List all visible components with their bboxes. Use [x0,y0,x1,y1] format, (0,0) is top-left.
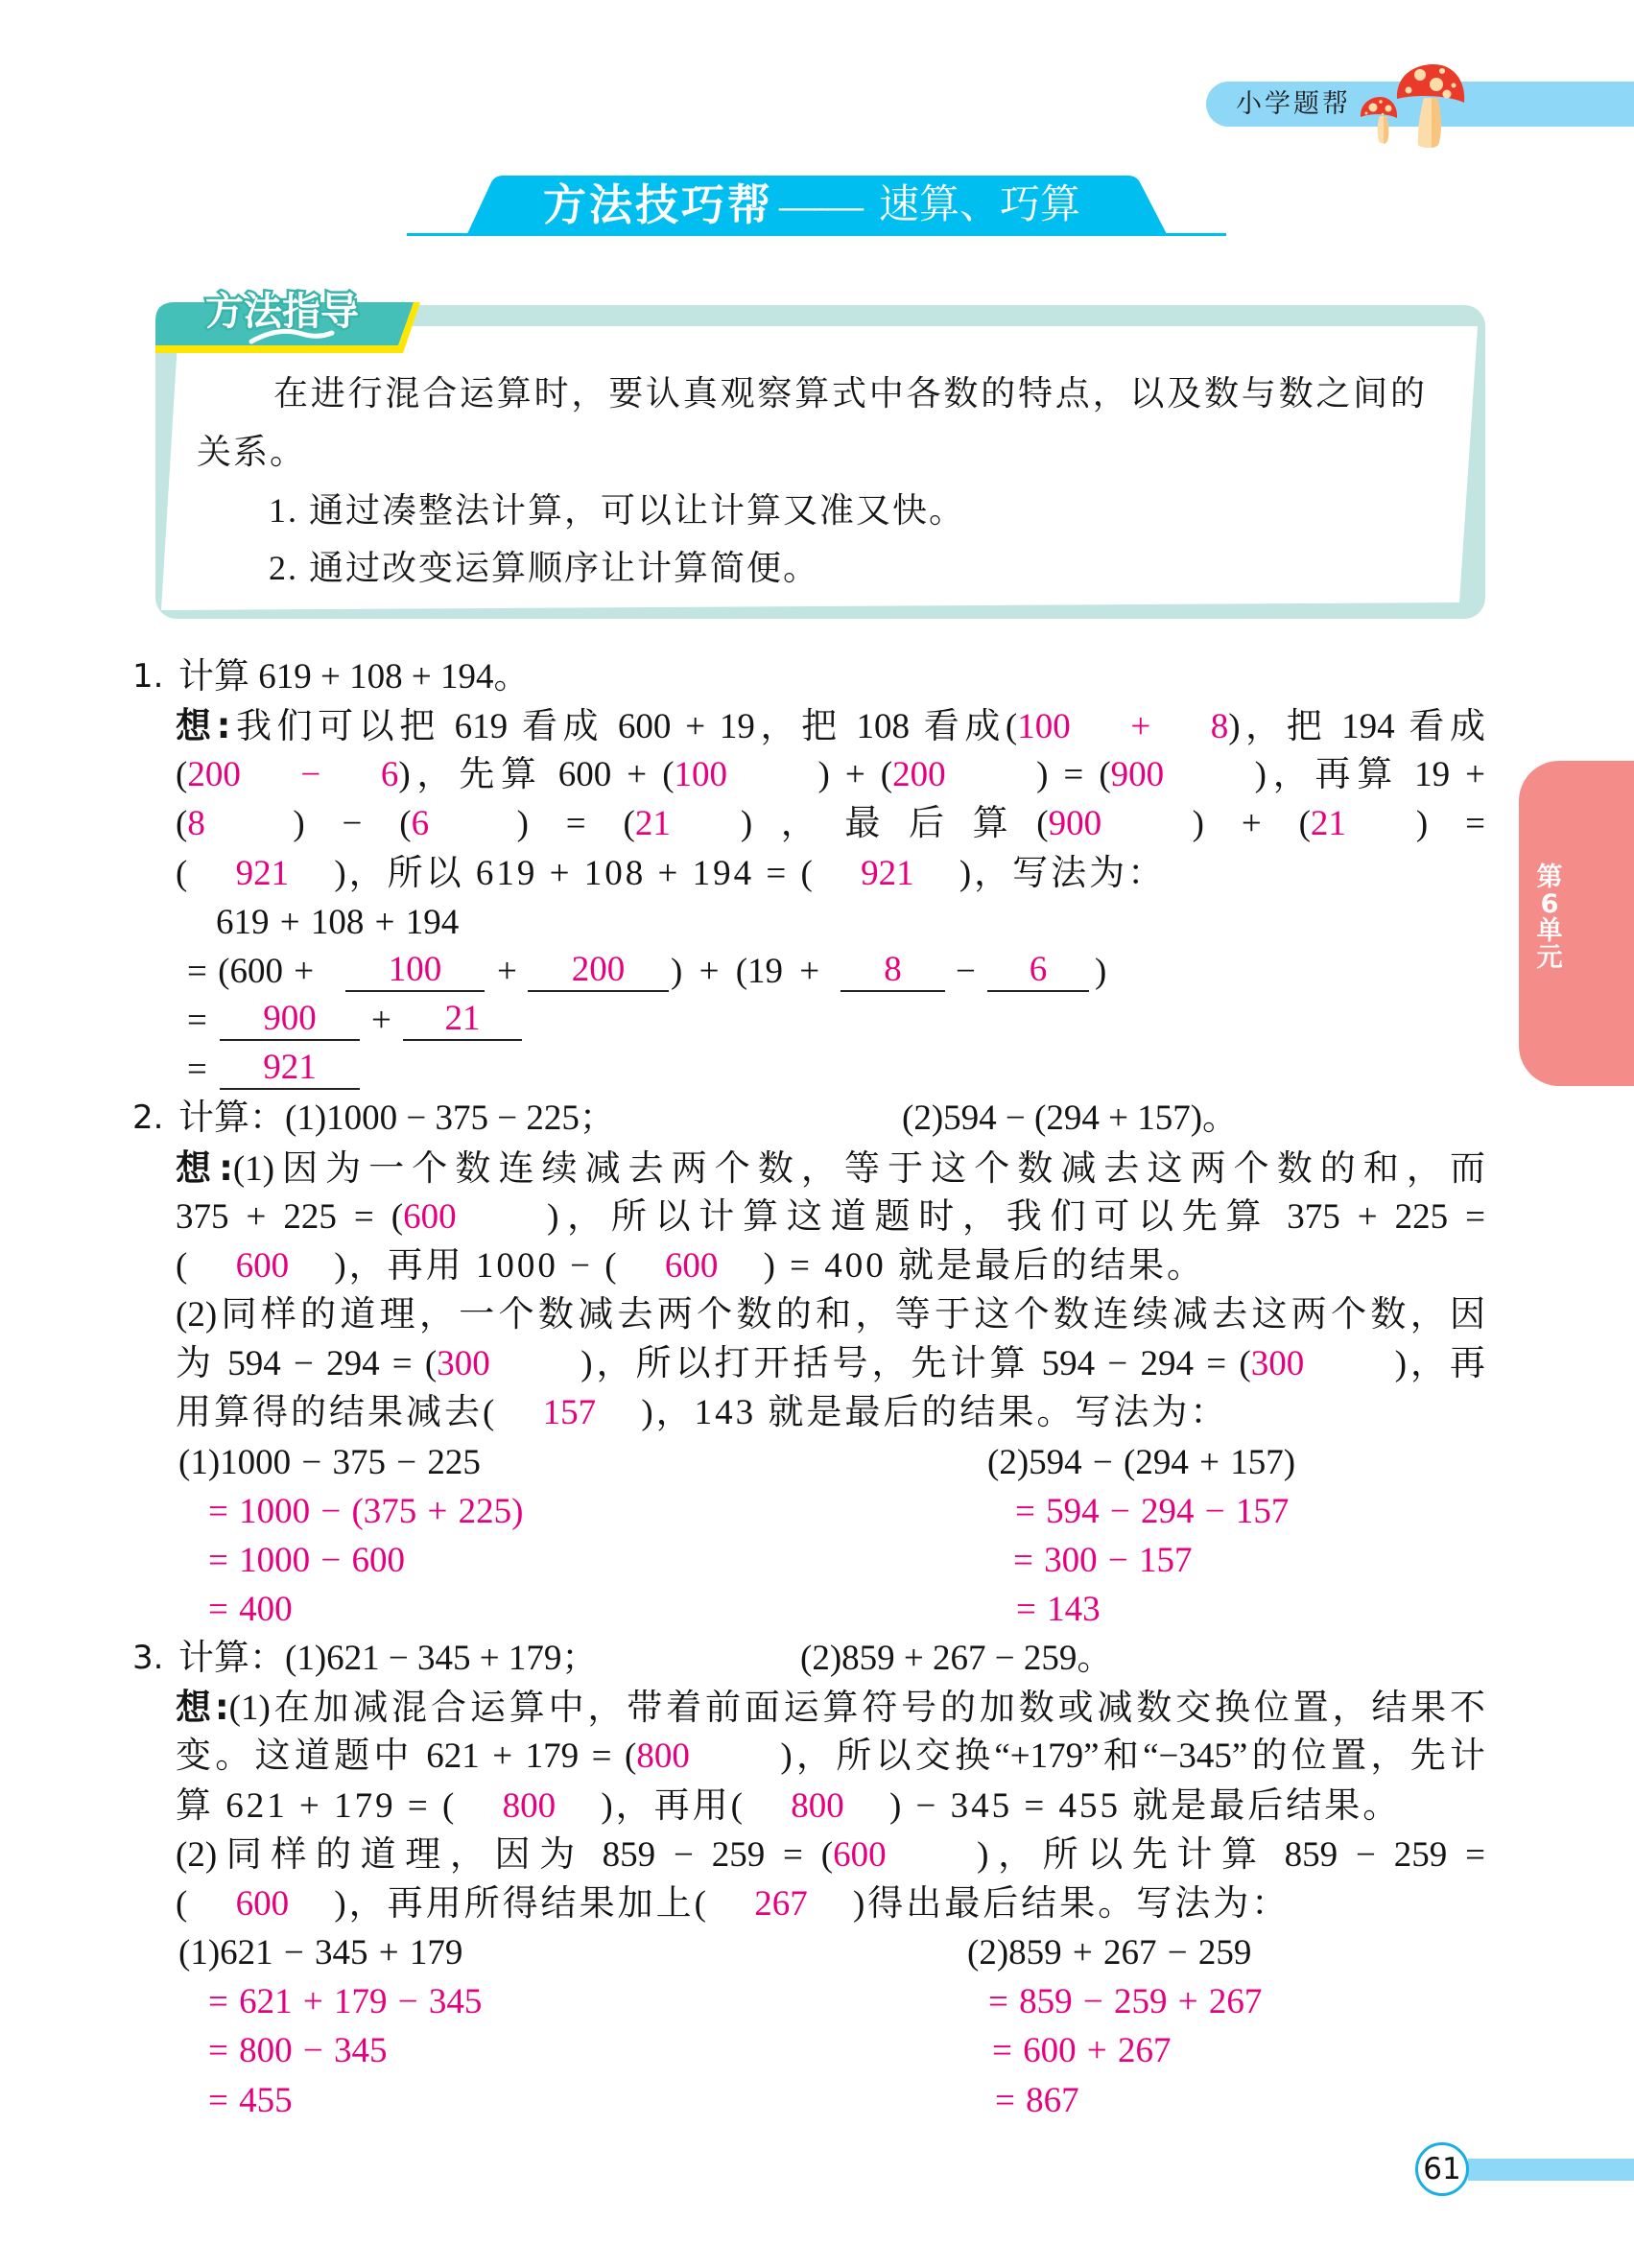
answer-value: 800 [502,1785,557,1826]
think-label: 想: [176,1146,233,1189]
working-right-expression: (2)859 + 267 − 259 [967,1933,1252,1973]
think-text [176,1879,1485,1928]
think-line [0,1290,1634,1339]
working-step [0,996,1634,1045]
answer-value: 800 [636,1736,690,1777]
answer-value: 900 [1048,804,1102,844]
answer-value: 921 [861,853,914,893]
text-segment: 用算得的结果减去( [176,1393,498,1433]
page-number: 61 [1415,2142,1469,2196]
answer-value: 600 [235,1245,290,1286]
working-step [0,1977,1634,2026]
step-text: = (600 + [187,951,315,991]
think-line [0,1831,1634,1879]
think-text [176,1831,1485,1879]
text-segment: )，所以计算这道题时，我们可以先算 375 + 225 = [547,1196,1485,1237]
working-left-step: = 1000 − (375 + 225) [208,1491,524,1531]
unit-tab-char: 第 [1536,862,1563,892]
text-segment: )，再用所得结果加上( [334,1883,709,1924]
text-segment: )，最后算( [740,804,1049,844]
answer-value: 100 [674,755,728,795]
think-text [176,1388,1485,1437]
working-heads [0,1438,1634,1487]
text-segment: ) − 345 = 455 就是最后结果。 [888,1785,1402,1826]
text-segment: )，143 就是最后的结果。写法为： [641,1393,1229,1433]
answer-value: 900 [1110,755,1165,795]
problem-prompt-part-2: (2)859 + 267 − 259。 [800,1639,1113,1679]
text-segment: 算 621 + 179 = ( [176,1785,458,1826]
method-guide-tag [144,278,422,360]
step-operator: − [956,951,976,991]
text-segment: ( [176,1245,191,1286]
text-segment: (1)因为一个数连续减去两个数，等于这个数减去这两个数的和，而 [232,1148,1485,1189]
guide-tip: 1. 通过凑整法计算，可以让计算又准又快。 [269,491,966,530]
series-label: 小学题帮 [1236,89,1351,119]
guide-intro-line-end: 关系。 [197,433,307,471]
think-text [176,1782,1485,1831]
answer-value: 600 [403,1196,457,1237]
problem-2-header [0,1094,1634,1143]
method-guide-tag-label: 方法指导 [205,290,359,334]
mushroom-icon [1353,53,1478,149]
working-right-step: = 143 [1016,1589,1101,1629]
text-segment: )，把 194 看成 [1228,707,1486,747]
think-line [0,1241,1634,1290]
answer-value: 6 [411,804,430,844]
think-line [0,1782,1634,1831]
text-segment: )，所以交换“+179”和“−345”的位置，先计 [780,1736,1485,1777]
think-line [0,701,1634,750]
guide-intro-line: 在进行混合运算时，要认真观察算式中各数的特点，以及数与数之间的 [273,374,1425,413]
text-segment: ( [176,804,188,844]
unit-tab-char: 元 [1536,943,1563,973]
answer-value: 21 [634,804,671,844]
step-operator: + [497,951,517,991]
text-segment: ( [176,853,191,893]
text-segment: )，再用( [601,1785,746,1826]
working-right-step: = 867 [995,2080,1079,2120]
text-segment: )，所以打开括号，先计算 594 − 294 = ( [580,1344,1251,1384]
text-segment: ) = 400 就是最后的结果。 [763,1245,1206,1286]
answer-value: 600 [664,1245,719,1286]
text-segment: )，再 [1394,1344,1485,1384]
working-expression [0,898,1634,947]
unit-tab-char: 6 [1540,889,1559,919]
problem-prompt-part-2: (2)594 − (294 + 157)。 [902,1099,1239,1139]
think-line [0,849,1634,898]
guide-tip: 2. 通过改变运算顺序让计算简便。 [269,549,820,587]
fill-blank: 900 [220,999,360,1041]
problem-number: 3. [132,1639,164,1678]
think-label: 想: [176,1687,229,1729]
answer-value: 8 [187,804,205,844]
text-segment: ) + ( [1192,804,1311,844]
text-segment: 变。这道题中 621 + 179 = ( [176,1736,637,1777]
think-text [176,799,1485,848]
think-text [176,1339,1485,1388]
problem-number: 1. [132,657,164,696]
working-step [0,1536,1634,1585]
working-right-step: = 594 − 294 − 157 [1015,1491,1290,1531]
think-text [176,1241,1485,1290]
think-text [176,701,1485,751]
think-line [0,750,1634,799]
text-segment: )，再用 1000 − ( [334,1245,620,1286]
fill-blank: 8 [841,950,945,992]
think-text [176,1683,1485,1733]
fill-blank: 921 [220,1048,360,1090]
working-left-step: = 800 − 345 [208,2031,388,2071]
page-subtitle: 速算、巧算 [879,183,1081,227]
text-segment: )，再算 19 + [1254,755,1485,795]
think-line [0,799,1634,848]
answer-value: 21 [1310,804,1346,844]
working-right-step: = 859 − 259 + 267 [988,1982,1263,2022]
text-segment: ) = [1415,804,1485,844]
working-step [0,2076,1634,2125]
working-left-step: = 455 [208,2080,293,2120]
text-segment: )得出最后结果。写法为： [852,1883,1291,1924]
text-segment: ( [176,755,188,795]
text-segment: (2)同样的道理，一个数减去两个数的和，等于这个数连续减去这两个数，因 [176,1295,1485,1335]
think-line [0,1388,1634,1437]
answer-value: 300 [1250,1344,1305,1384]
think-text [176,1732,1485,1781]
answer-value: 921 [235,853,290,893]
answer-value: 200 [892,755,946,795]
problem-number: 2. [132,1099,164,1138]
title-dash: —— [779,180,860,229]
working-right-step: = 300 − 157 [1013,1540,1193,1580]
answer-value: 600 [235,1883,290,1924]
text-segment: )，写法为： [959,853,1167,893]
working-right-step: = 600 + 267 [992,2031,1172,2071]
answer-value: 600 [833,1834,887,1875]
text-segment: )，所以先计算 859 − 259 = [977,1834,1485,1875]
think-text [176,1193,1485,1241]
working-left-step: = 621 + 179 − 345 [208,1982,483,2022]
text-segment: (1)在加减混合运算中，带着前面运算符号的加数或减数交换位置，结果不 [228,1689,1486,1729]
step-operator: = [187,1001,207,1041]
page-number-bar [1468,2159,1634,2181]
working-heads [0,1928,1634,1977]
think-line [0,1144,1634,1193]
answer-value: 800 [791,1785,844,1826]
text-segment: 375 + 225 = ( [176,1196,404,1237]
step-operator: = [187,1050,207,1090]
think-text [176,849,1485,898]
think-line [0,1339,1634,1388]
working-step [0,1585,1634,1634]
working-step [0,1487,1634,1536]
text-segment: ( [176,1883,191,1924]
text-segment: )，所以 619 + 108 + 194 = ( [334,853,816,893]
problem-prompt-part-1: 计算：(1)1000 − 375 − 225； [178,1099,615,1139]
text-segment: ) = ( [516,804,635,844]
text-segment: ) + ( [817,755,893,795]
think-line [0,1732,1634,1781]
fill-blank: 200 [528,950,669,992]
answer-value: 100 + 8 [1017,707,1229,747]
text-segment: )，先算 600 + ( [398,755,675,795]
working-right-expression: (2)594 − (294 + 157) [987,1442,1296,1482]
think-text [176,1290,1485,1339]
answer-value: 200 − 6 [187,755,399,795]
step-text: ) + (19 + [671,951,820,991]
text-segment: ) = ( [1036,755,1111,795]
problem-3-header [0,1634,1634,1683]
problem-prompt-part-1: 计算：(1)621 − 345 + 179； [178,1639,598,1679]
answer-value: 157 [542,1393,597,1433]
working-step [0,2026,1634,2075]
working-step [0,943,1634,996]
working-left-step: = 1000 − 600 [208,1540,405,1580]
fill-blank: 21 [403,999,522,1041]
expression: 619 + 108 + 194 [216,902,460,942]
text-segment: 我们可以把 619 看成 600 + 19，把 108 看成( [230,707,1018,747]
think-line [0,1879,1634,1928]
fill-blank: 100 [345,950,485,992]
problems-section [0,652,1634,2125]
page-title: 方法技巧帮 [543,179,774,230]
fill-blank: 6 [987,950,1089,992]
think-line [0,1193,1634,1241]
step-text: ) [1095,951,1107,991]
unit-tab [1519,761,1634,1086]
text-segment: (2)同样的道理，因为 859 − 259 = ( [176,1834,834,1875]
unit-tab-char: 单 [1536,916,1563,946]
think-text [176,750,1485,799]
working-left-step: = 400 [208,1589,293,1629]
unit-tab-label [1535,864,1564,972]
text-segment: 为 594 − 294 = ( [176,1344,438,1384]
think-label: 想: [176,705,231,747]
think-text [176,1144,1485,1193]
working-left-expression: (1)1000 − 375 − 225 [178,1442,481,1482]
working-step [0,1045,1634,1094]
problem-1-header [0,652,1634,701]
step-operator: + [371,1001,391,1041]
working-left-expression: (1)621 − 345 + 179 [178,1933,463,1973]
problem-prompt: 计算 619 + 108 + 194。 [178,657,530,697]
text-segment: ) − ( [293,804,412,844]
think-line [0,1683,1634,1732]
answer-value: 267 [754,1883,808,1924]
answer-value: 300 [437,1344,490,1384]
